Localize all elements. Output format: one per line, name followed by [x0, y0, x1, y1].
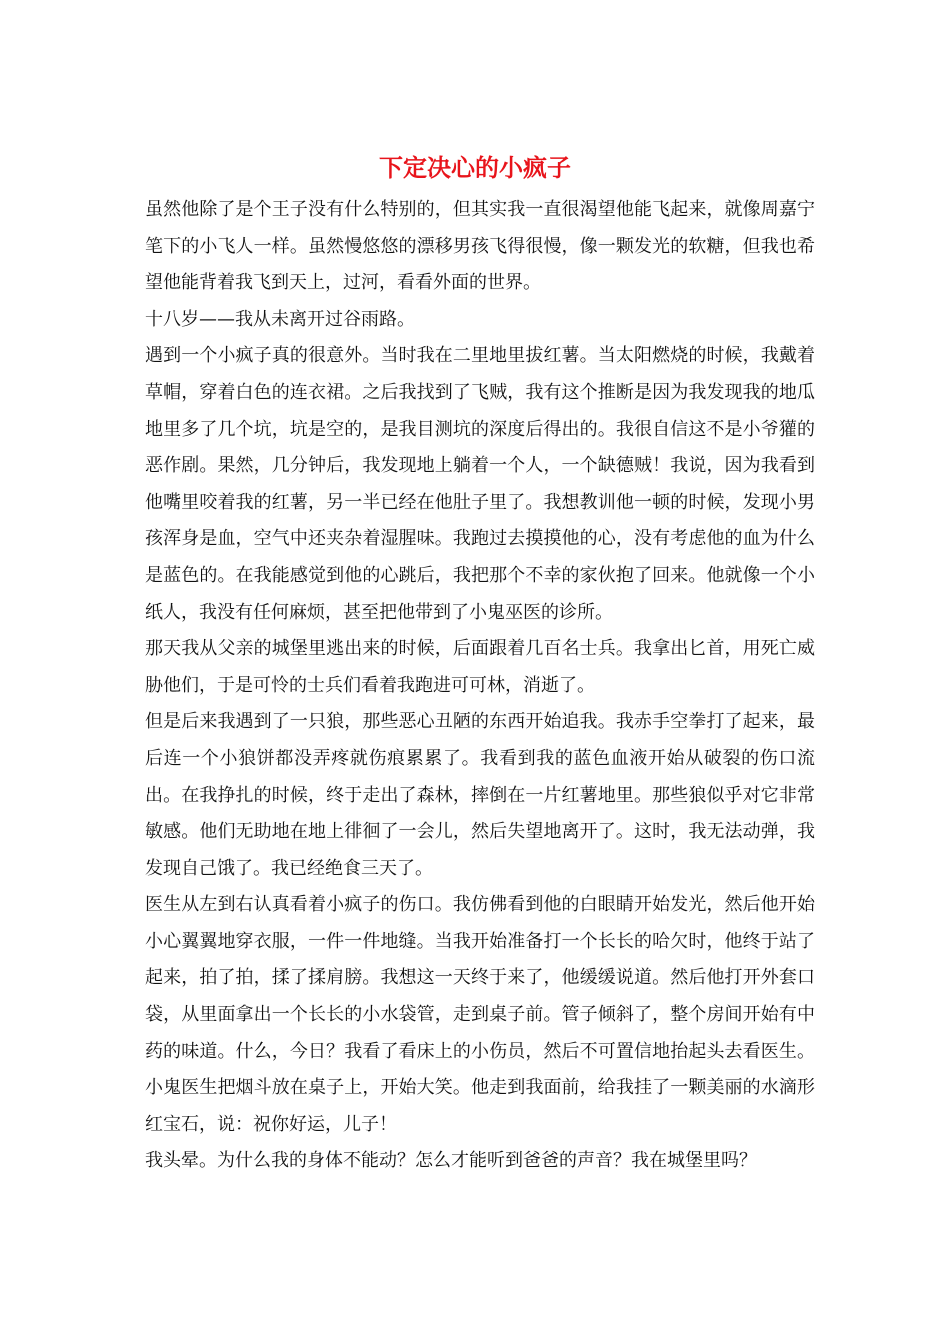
paragraph: 虽然他除了是个王子没有什么特别的，但其实我一直很渴望他能飞起来，就像周嘉宁笔下的小飞人一样。虽然慢悠悠的漂移男孩飞得很慢，像一颗发光的软糖，但我也希望他能背着我飞到天上，过河，看看外面的世界。 — [145, 199, 815, 294]
document-body — [145, 192, 815, 1180]
document-title: 下定决心的小疯子 — [379, 153, 571, 182]
paragraph: 那天我从父亲的城堡里逃出来的时候，后面跟着几百名士兵。我拿出匕首，用死亡威胁他们，于是可怜的士兵们看着我跑进可可林，消逝了。 — [145, 638, 815, 696]
paragraph: 但是后来我遇到了一只狼，那些恶心丑陋的东西开始追我。我赤手空拳打了起来，最后连一个小狼饼都没弄疼就伤痕累累了。我看到我的蓝色血液开始从破裂的伤口流出。在我挣扎的时候，终于走出了森林，摔倒在一片红薯地里。那些狼似乎对它非常敏感。他们无助地在地上徘徊了一会儿，然后失望地离开了。这时，我无法动弹，我发现自己饿了。我已经绝食三天了。 — [145, 711, 815, 879]
paragraph: 十八岁——我从未离开过谷雨路。 — [145, 308, 415, 330]
paragraph: 我头晕。为什么我的身体不能动？怎么才能听到爸爸的声音？我在城堡里吗？ — [145, 1150, 757, 1172]
paragraph: 医生从左到右认真看着小疯子的伤口。我仿佛看到他的白眼睛开始发光，然后他开始小心翼翼地穿衣服，一件一件地缝。当我开始准备打一个长长的哈欠时，他终于站了起来，拍了拍，揉了揉肩膀。我想这一天终于来了，他缓缓说道。然后他打开外套口袋，从里面拿出一个长长的小水袋管，走到桌子前。管子倾斜了，整个房间开始有中药的味道。什么，今日？我看了看床上的小伤员，然后不可置信地抬起头去看医生。小鬼医生把烟斗放在桌子上，开始大笑。他走到我面前，给我挂了一颗美丽的水滴形红宝石，说：祝你好运，儿子！ — [145, 894, 815, 1135]
paragraph: 遇到一个小疯子真的很意外。当时我在二里地里拔红薯。当太阳燃烧的时候，我戴着草帽，穿着白色的连衣裙。之后我找到了飞贼，我有这个推断是因为我发现我的地瓜地里多了几个坑，坑是空的，是我目测坑的深度后得出的。我很自信这不是小爷獾的恶作剧。果然，几分钟后，我发现地上躺着一个人，一个缺德贼！我说，因为我看到他嘴里咬着我的红薯，另一半已经在他肚子里了。我想教训他一顿的时候，发现小男孩浑身是血，空气中还夹杂着湿腥味。我跑过去摸摸他的心，没有考虑他的血为什么是蓝色的。在我能感觉到他的心跳后，我把那个不幸的家伙抱了回来。他就像一个小纸人，我没有任何麻烦，甚至把他带到了小鬼巫医的诊所。 — [145, 345, 815, 623]
